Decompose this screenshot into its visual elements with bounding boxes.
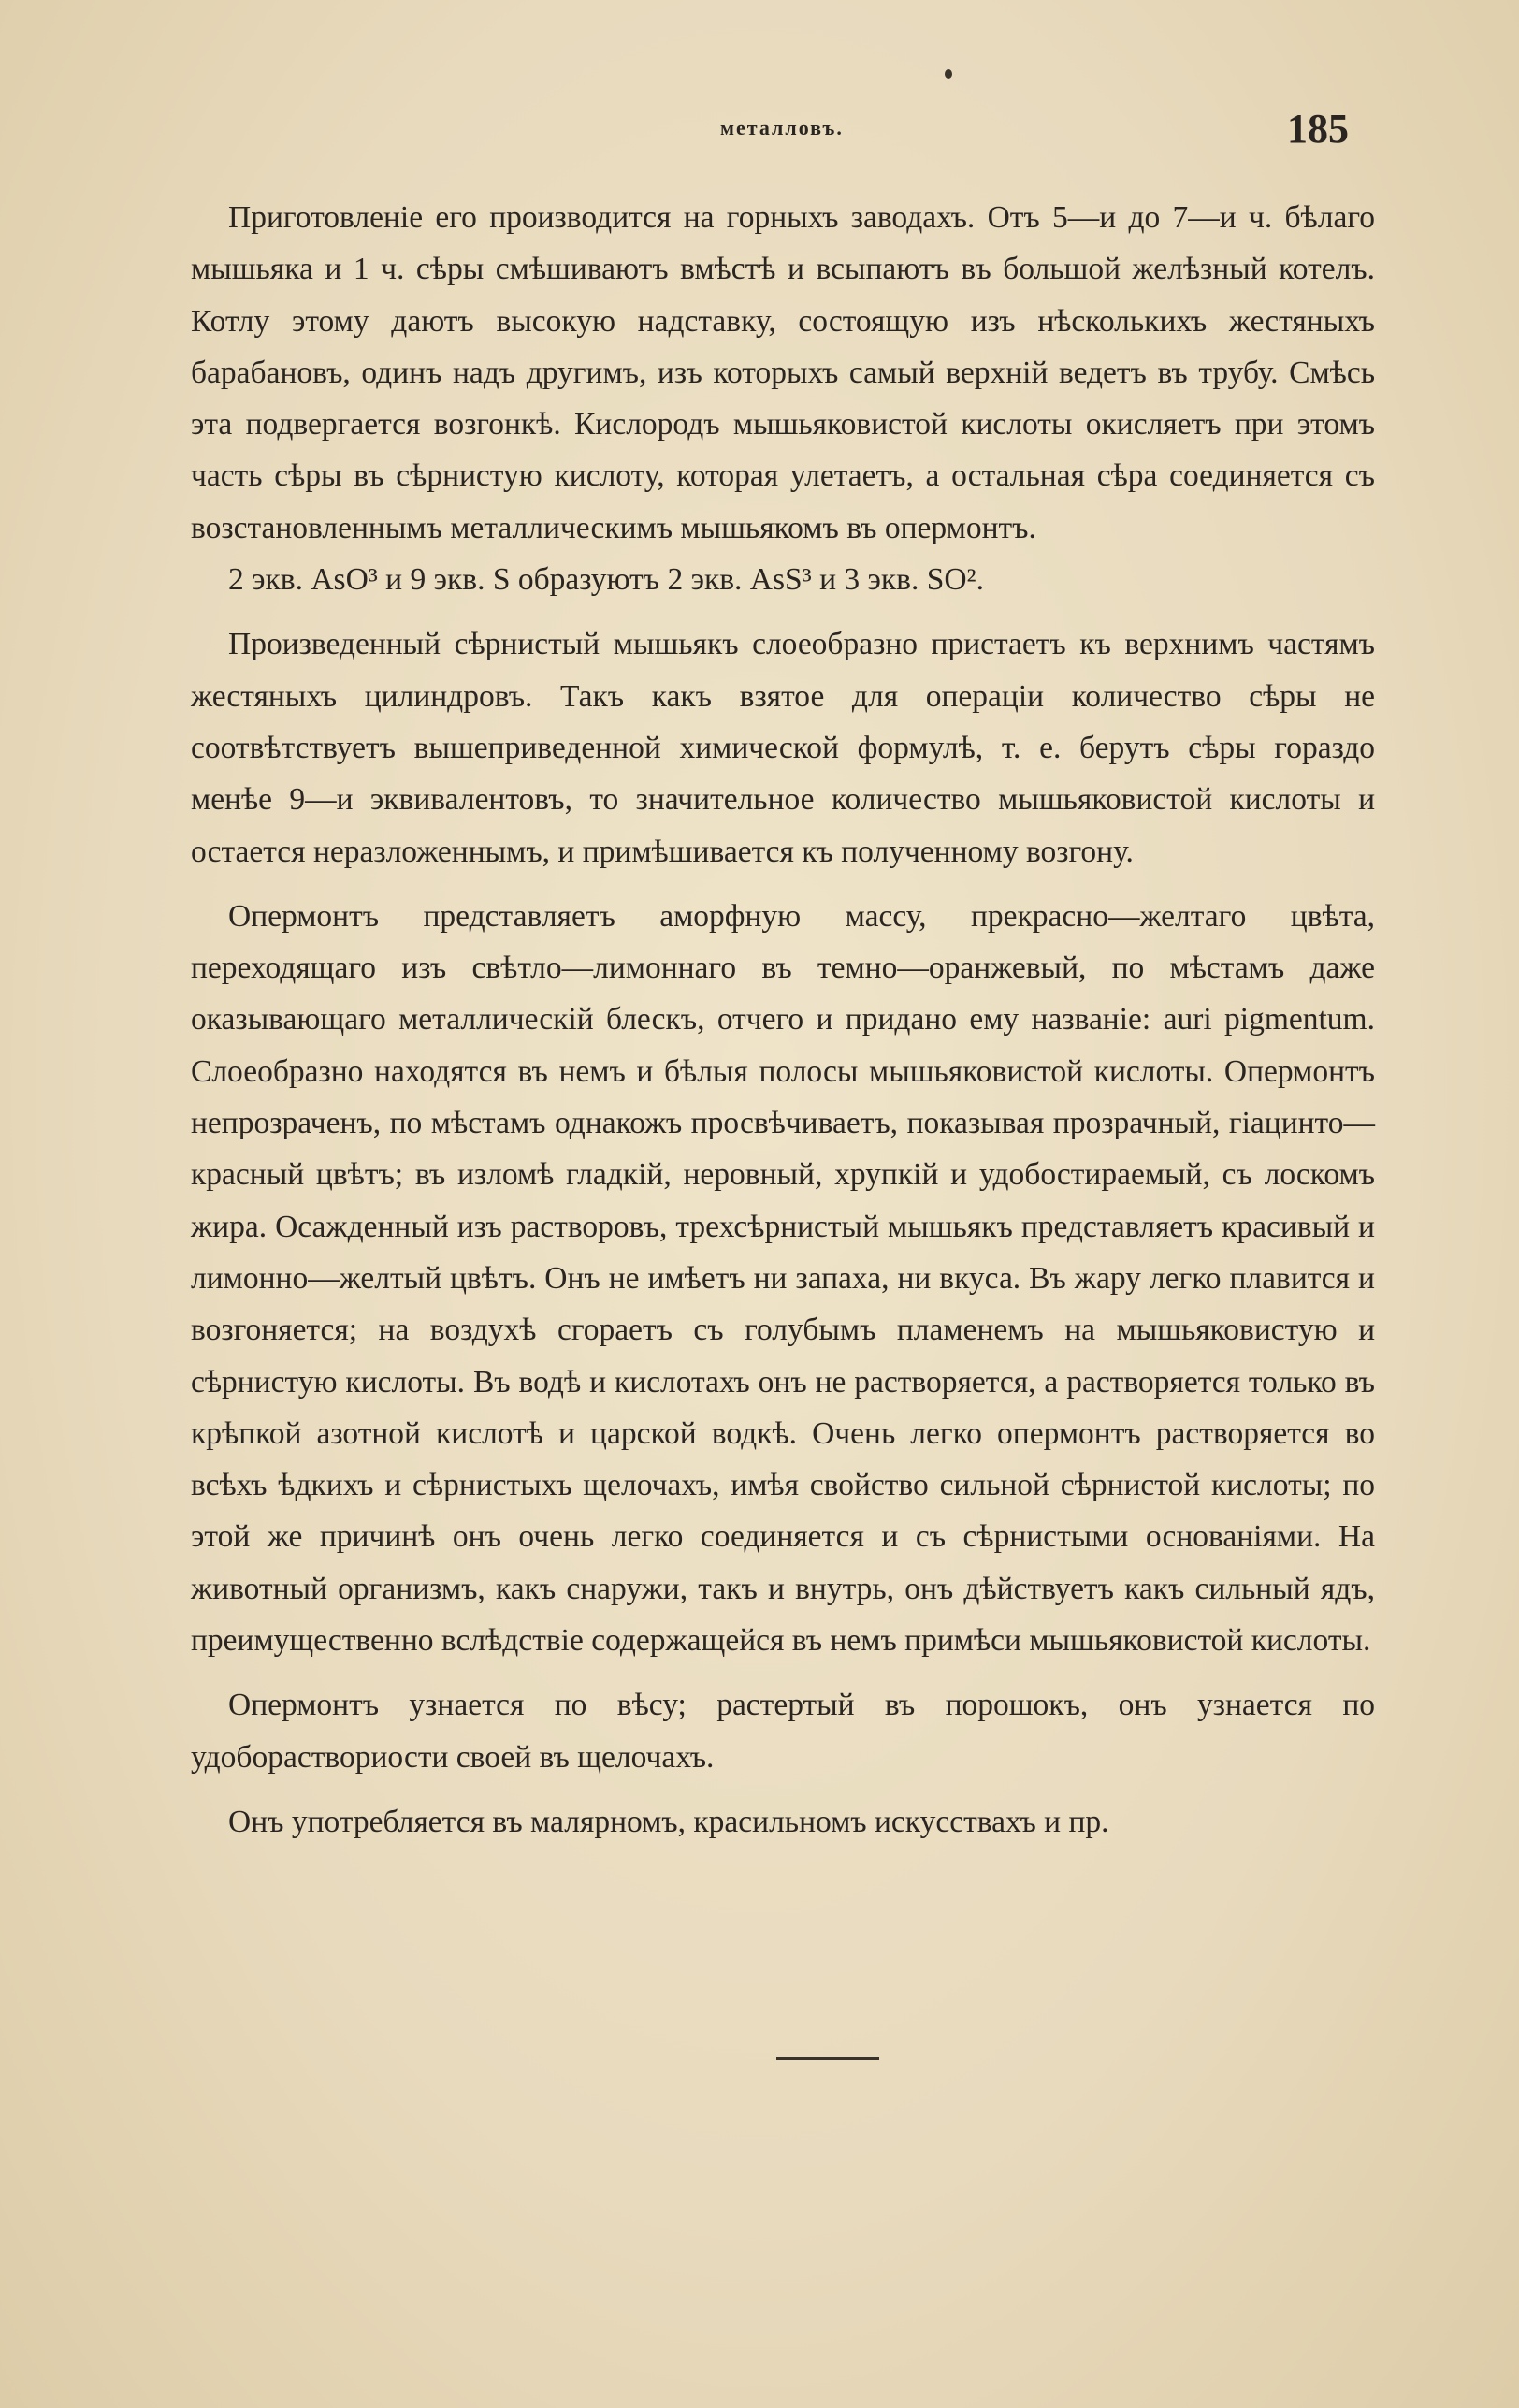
paragraph-usage: Онъ употребляется въ малярномъ, красильномъ искусствахъ и пр.: [228, 1804, 1109, 1839]
paragraph-identification: Опермонтъ узнается по вѣсу; растертый въ порошокъ, онъ узнается по удобораствориости своей въ щелочахъ.: [191, 1688, 1375, 1775]
ink-speck: [945, 69, 952, 79]
paragraph-preparation: Приготовленіе его производится на горныхъ заводахъ. Отъ 5—и до 7—и ч. бѣлаго мышьяка и 1 ч. сѣры смѣшиваютъ вмѣстѣ и всыпаютъ въ большой желѣзный котелъ. Котлу этому даютъ высокую надставку, состоящую изъ нѣсколькихъ жестяныхъ барабановъ, одинъ надъ другимъ, изъ которыхъ самый верхній ведетъ въ трубу. Смѣсь эта подвергается возгонкѣ. Кислородъ мышьяковистой кислоты окисляетъ при этомъ часть сѣры въ сѣрнистую кислоту, которая улетаетъ, а остальная сѣра соединяется съ возстановленнымъ металлическимъ мышьякомъ въ опермонтъ.: [191, 200, 1375, 545]
section-end-rule: [776, 2057, 879, 2060]
paragraph-properties: Опермонтъ представляетъ аморфную массу, прекрасно—желтаго цвѣта, переходящаго изъ свѣтло—лимоннаго въ темно—оранжевый, по мѣстамъ даже оказывающаго металлическій блескъ, отчего и придано ему названіе: auri pigmentum. Слоеобразно находятся въ немъ и бѣлыя полосы мышьяковистой кислоты. Опермонтъ непрозраченъ, по мѣстамъ однакожъ просвѣчиваетъ, показывая прозрачный, гіацинто—красный цвѣтъ; въ изломѣ гладкій, неровный, хрупкій и удобостираемый, съ лоскомъ жира. Осажденный изъ растворовъ, трехсѣрнистый мышьякъ представляетъ красивый и лимонно—желтый цвѣтъ. Онъ не имѣетъ ни запаха, ни вкуса. Въ жару легко плавится и возгоняется; на воздухѣ сгораетъ съ голубымъ пламенемъ на мышьяковистую и сѣрнистую кислоты. Въ водѣ и кислотахъ онъ не растворяется, а растворяется только въ крѣпкой азотной кислотѣ и царской водкѣ. Очень легко опермонтъ растворяется во всѣхъ ѣдкихъ и сѣрнистыхъ щелочахъ, имѣя свойство сильной сѣрнистой кислоты; по этой же причинѣ онъ очень легко соединяется и съ сѣрнистыми основаніями. На животный организмъ, какъ снаружи, такъ и внутрь, онъ дѣйствуетъ какъ сильный ядъ, преимущественно вслѣдствіе содержащейся въ немъ примѣси мышьяковистой кислоты.: [191, 898, 1375, 1659]
paragraph-sublimate: Произведенный сѣрнистый мышьякъ слоеобразно пристаетъ къ верхнимъ частямъ жестяныхъ цилиндровъ. Такъ какъ взятое для операціи количество сѣры не соотвѣтствуетъ вышеприведенной химической формулѣ, т. е. берутъ сѣры гораздо менѣе 9—и эквивалентовъ, то значительное количество мышьяковистой кислоты и остается неразложеннымъ, и примѣшивается къ полученному возгону.: [191, 627, 1375, 869]
paragraph-equation: 2 экв. AsO³ и 9 экв. S образуютъ 2 экв. AsS³ и 3 экв. SO².: [228, 562, 984, 598]
page-header: [0, 105, 1519, 161]
body-text: [191, 192, 1375, 1848]
running-title: металловъ.: [720, 116, 844, 139]
page-number: 185: [1287, 106, 1349, 152]
